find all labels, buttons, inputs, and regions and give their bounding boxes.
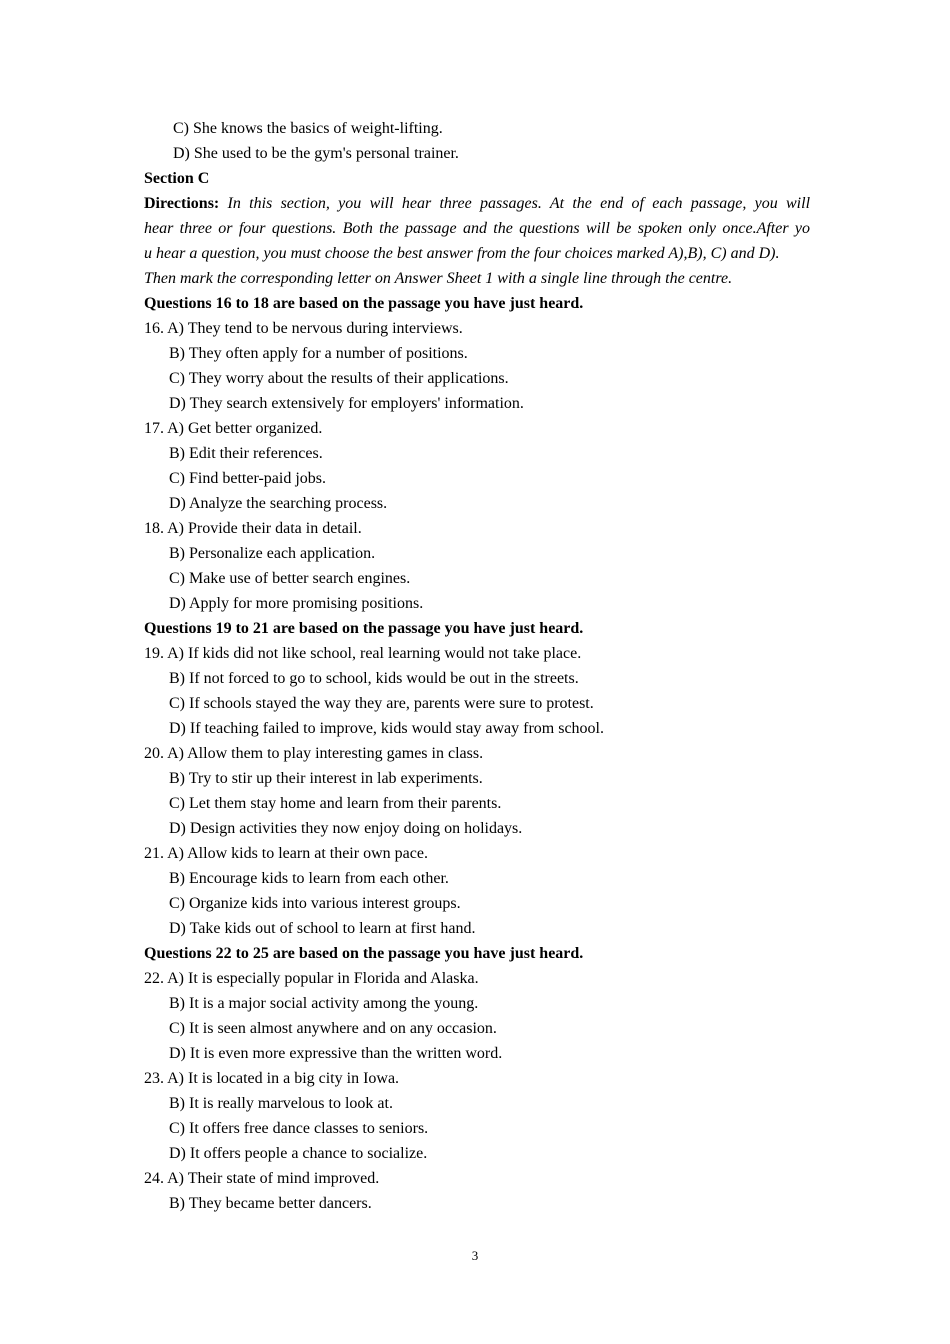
option-line: B) They often apply for a number of positions. (169, 345, 468, 362)
question (144, 641, 810, 741)
option-line: B) If not forced to go to school, kids would be out in the streets. (169, 670, 579, 687)
option-line: C) Make use of better search engines. (169, 570, 411, 587)
directions (144, 191, 810, 291)
option-line: C) Organize kids into various interest groups. (169, 895, 461, 912)
question (144, 1066, 810, 1166)
question-group-header: Questions 22 to 25 are based on the passage you have just heard. (144, 945, 584, 962)
directions-line: hear three or four questions. Both the passage and the questions will be spoken only once.After yo (144, 220, 810, 237)
directions-label: Directions: (144, 195, 220, 212)
question-first-line: 18. A) Provide their data in detail. (144, 520, 362, 537)
option-line: B) Try to stir up their interest in lab experiments. (169, 770, 483, 787)
option-line: D) Design activities they now enjoy doing on holidays. (169, 820, 523, 837)
question-first-line: 16. A) They tend to be nervous during interviews. (144, 320, 463, 337)
directions-text: In this section, you will hear three passages. At the end of each passage, you will (227, 195, 811, 212)
question (144, 316, 810, 416)
question (144, 966, 810, 1066)
option-line: B) Edit their references. (169, 445, 323, 462)
directions-line: Then mark the corresponding letter on Answer Sheet 1 with a single line through the centre. (144, 270, 733, 287)
option-line: D) It is even more expressive than the written word. (169, 1045, 503, 1062)
option-line: D) It offers people a chance to socialize. (169, 1145, 428, 1162)
page-number: 3 (471, 1248, 479, 1263)
option-line: C) If schools stayed the way they are, parents were sure to protest. (169, 695, 594, 712)
option-line: D) She used to be the gym's personal trainer. (173, 145, 459, 162)
question (144, 841, 810, 941)
option-line: D) Apply for more promising positions. (169, 595, 424, 612)
question (144, 416, 810, 516)
option-line: D) Analyze the searching process. (169, 495, 388, 512)
question-first-line: 17. A) Get better organized. (144, 420, 323, 437)
question-group-header: Questions 19 to 21 are based on the passage you have just heard. (144, 620, 584, 637)
question (144, 1166, 810, 1216)
option-line: C) Let them stay home and learn from their parents. (169, 795, 502, 812)
question (144, 516, 810, 616)
option-line: C) It is seen almost anywhere and on any occasion. (169, 1020, 497, 1037)
section-title: Section C (144, 170, 210, 187)
option-line: D) They search extensively for employers' information. (169, 395, 524, 412)
question-first-line: 20. A) Allow them to play interesting games in class. (144, 745, 484, 762)
question-first-line: 22. A) It is especially popular in Florida and Alaska. (144, 970, 479, 987)
option-line: C) Find better-paid jobs. (169, 470, 326, 487)
question (144, 741, 810, 841)
page-content (144, 116, 810, 1216)
option-line: B) It is really marvelous to look at. (169, 1095, 393, 1112)
option-line: D) Take kids out of school to learn at first hand. (169, 920, 476, 937)
question-group-header: Questions 16 to 18 are based on the passage you have just heard. (144, 295, 584, 312)
question-first-line: 21. A) Allow kids to learn at their own pace. (144, 845, 428, 862)
option-line: B) They became better dancers. (169, 1195, 372, 1212)
question-first-line: 23. A) It is located in a big city in Iowa. (144, 1070, 400, 1087)
option-line: B) It is a major social activity among the young. (169, 995, 479, 1012)
option-line: C) They worry about the results of their applications. (169, 370, 509, 387)
option-line: D) If teaching failed to improve, kids would stay away from school. (169, 720, 604, 737)
directions-line (144, 191, 810, 216)
option-line: B) Encourage kids to learn from each other. (169, 870, 449, 887)
directions-line: u hear a question, you must choose the best answer from the four choices marked A),B), C) and D). (144, 245, 780, 262)
option-line: B) Personalize each application. (169, 545, 376, 562)
question-first-line: 24. A) Their state of mind improved. (144, 1170, 380, 1187)
option-line: C) It offers free dance classes to seniors. (169, 1120, 429, 1137)
question-first-line: 19. A) If kids did not like school, real learning would not take place. (144, 645, 582, 662)
option-line: C) She knows the basics of weight-lifting. (173, 120, 443, 137)
